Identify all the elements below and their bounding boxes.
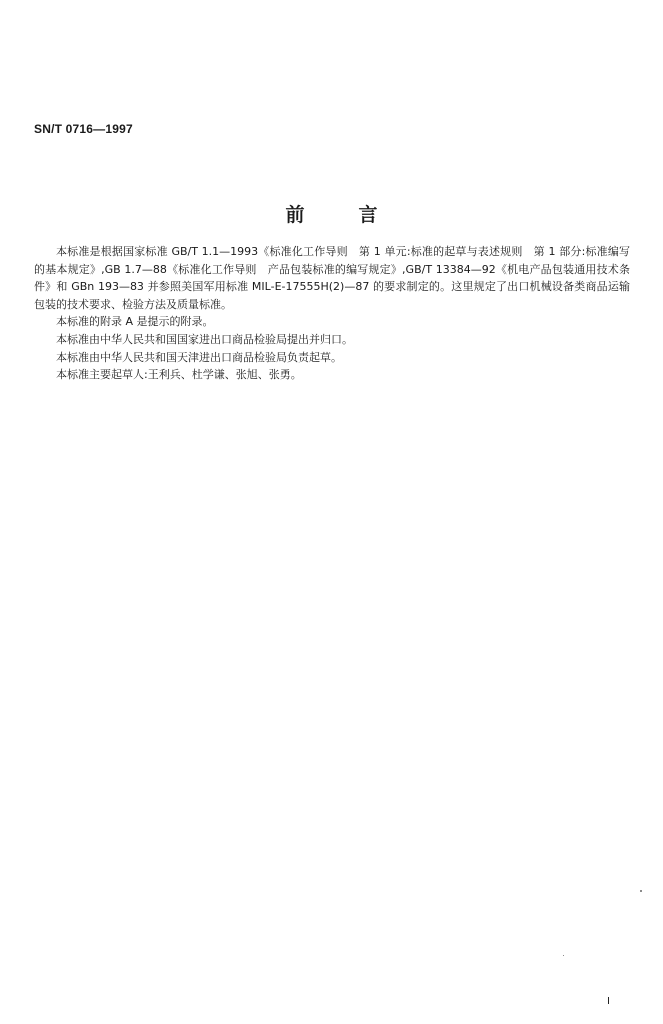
foreword-body — [34, 243, 630, 384]
scan-speck — [640, 890, 642, 892]
paragraph-drafters: 本标准主要起草人:王利兵、杜学谦、张旭、张勇。 — [56, 368, 302, 382]
paragraph-appendix: 本标准的附录 A 是提示的附录。 — [56, 315, 214, 329]
paragraph-basis: 本标准是根据国家标准 GB/T 1.1—1993《标准化工作导则 第 1 单元:标准的起草与表述规则 第 1 部分:标准编写的基本规定》,GB 1.7—88《标准化工作导则 产品包装标准的编写规定》,GB/T 13384—92《机电产品包装通用技术条件》和 GBn 193—83 并参照美国军用标准 MIL-E-17555H(2)—87 的要求制定的。这里规定了出口机械设备类商品运输包装的技术要求、检验方法及质量标准。 — [34, 245, 630, 311]
page-number: I — [607, 996, 610, 1007]
scan-speck — [563, 955, 564, 956]
paragraph-drafter-org: 本标准由中华人民共和国天津进出口商品检验局负责起草。 — [56, 350, 342, 364]
page-title — [0, 200, 663, 227]
title-char-2: 言 — [358, 204, 378, 226]
title-char-1: 前 — [285, 204, 305, 226]
standard-code: SN/T 0716—1997 — [34, 122, 133, 136]
paragraph-proposer: 本标准由中华人民共和国国家进出口商品检验局提出并归口。 — [56, 332, 353, 346]
